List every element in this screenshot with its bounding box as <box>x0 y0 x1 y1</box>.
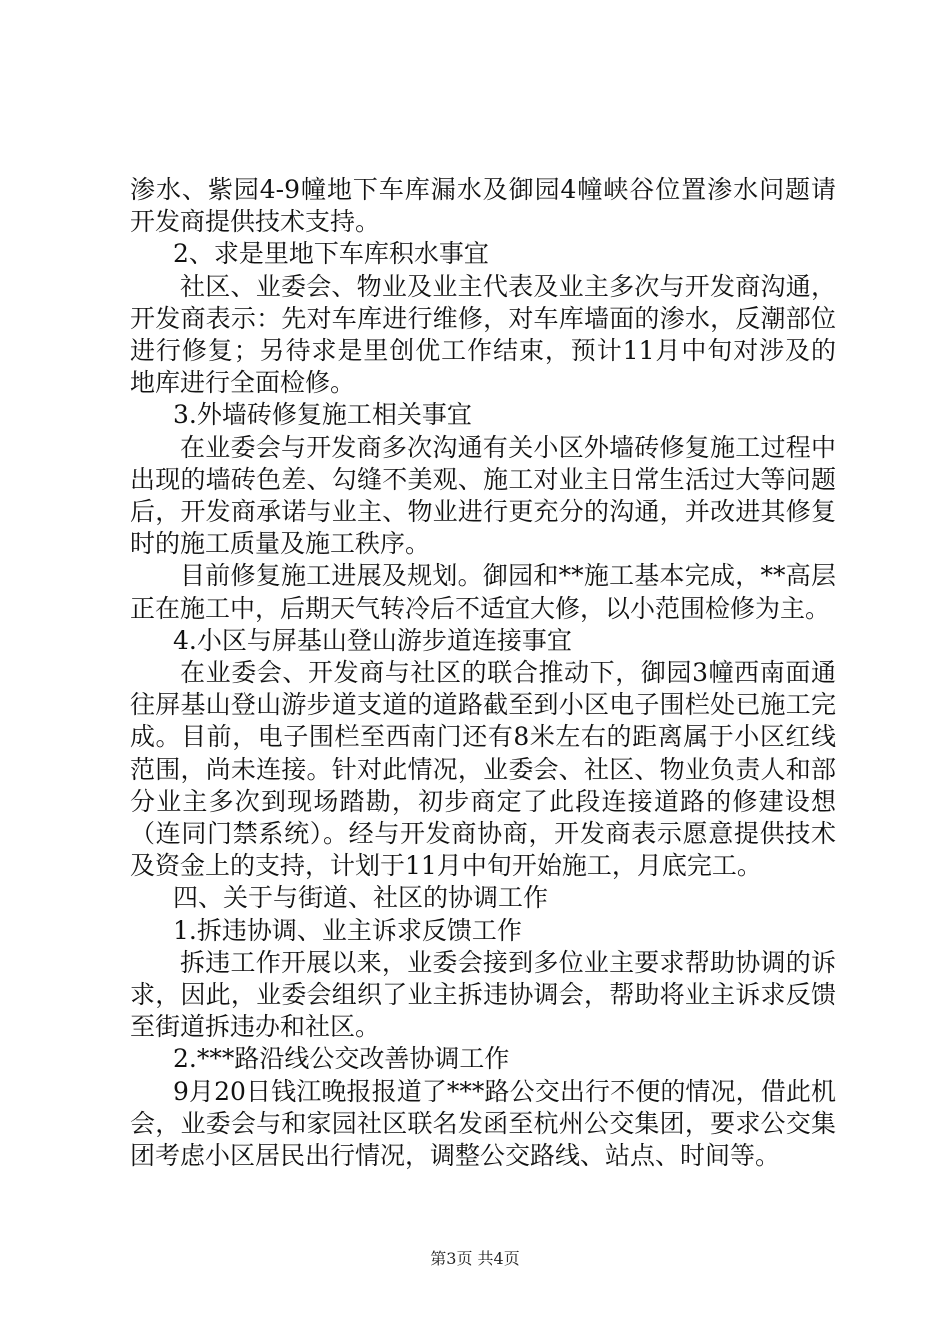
paragraph-bus-improvement: 9月20日钱江晚报报道了***路公交出行不便的情况，借此机会，业委会与和家园社区联名发函至杭州公交集团，要求公交集团考虑小区居民出行情况，调整公交路线、站点、时间等。 <box>130 1076 836 1171</box>
document-body <box>130 174 836 1172</box>
heading-wall-tile-repair: 3.外墙砖修复施工相关事宜 <box>173 400 472 430</box>
heading-demolition-coordination: 1.拆违协调、业主诉求反馈工作 <box>173 915 522 945</box>
page-footer <box>0 1246 950 1269</box>
heading-bus-improvement: 2.***路沿线公交改善协调工作 <box>173 1044 510 1074</box>
paragraph-wall-tile-repair: 在业委会与开发商多次沟通有关小区外墙砖修复施工过程中出现的墙砖色差、勾缝不美观、施工对业主日常生活过大等问题后，开发商承诺与业主、物业进行更充分的沟通，并改进其修复时的施工质量及施工秩序。 <box>130 432 836 559</box>
heading-trail-connection: 4.小区与屏基山登山游步道连接事宜 <box>173 625 572 655</box>
heading-basement-water: 2、求是里地下车库积水事宜 <box>173 239 489 269</box>
paragraph-basement-water: 社区、业委会、物业及业主代表及业主多次与开发商沟通，开发商表示：先对车库进行维修，对车库墙面的渗水，反潮部位进行修复；另待求是里创优工作结束，预计11月中旬对涉及的地库进行全面检修。 <box>130 271 836 398</box>
paragraph-1: 渗水、紫园4-9幢地下车库漏水及御园4幢峡谷位置渗水问题请开发商提供技术支持。 <box>130 175 836 237</box>
paragraph-repair-progress: 目前修复施工进展及规划。御园和**施工基本完成，**高层正在施工中，后期天气转冷后不适宜大修，以小范围检修为主。 <box>130 561 836 623</box>
heading-section-four: 四、关于与街道、社区的协调工作 <box>173 883 549 913</box>
paragraph-trail-connection: 在业委会、开发商与社区的联合推动下，御园3幢西南面通往屏基山登山游步道支道的道路截至到小区电子围栏处已施工完成。目前，电子围栏至西南门还有8米左右的距离属于小区红线范围，尚未连接。针对此情况，业委会、社区、物业负责人和部分业主多次到现场踏勘，初步商定了此段连接道路的修建设想（连同门禁系统）。经与开发商协商，开发商表示愿意提供技术及资金上的支持，计划于11月中旬开始施工，月底完工。 <box>130 658 836 881</box>
page-number-label: 第3页 共4页 <box>430 1249 520 1268</box>
paragraph-demolition-coordination: 拆违工作开展以来，业委会接到多位业主要求帮助协调的诉求，因此，业委会组织了业主拆违协调会，帮助将业主诉求反馈至街道拆违办和社区。 <box>130 947 836 1042</box>
